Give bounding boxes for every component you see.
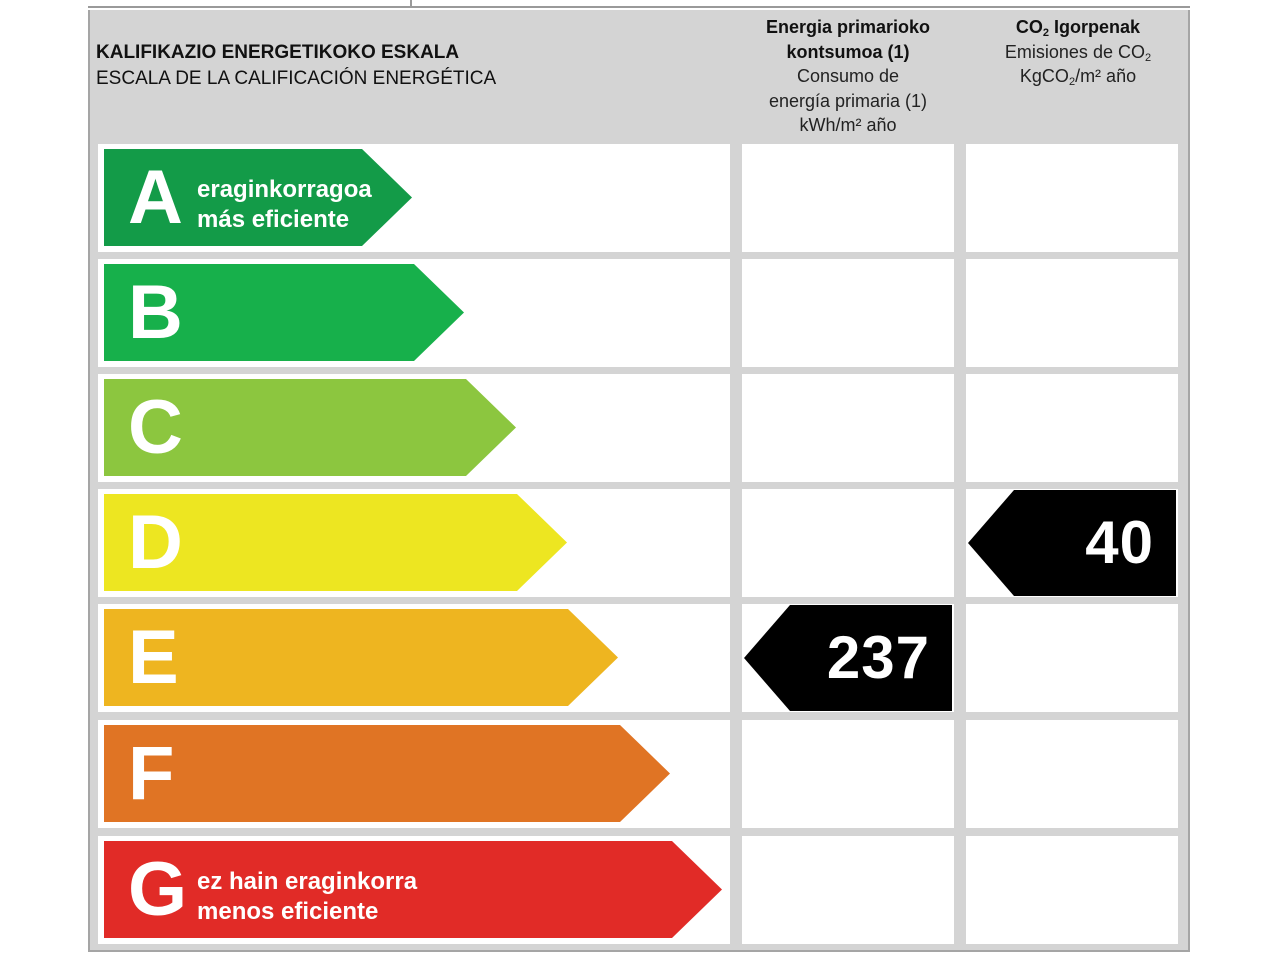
energy-cell-d: [742, 489, 954, 597]
rating-letter-d: D: [128, 500, 183, 585]
co2-cell-e: [966, 604, 1178, 712]
rating-arrow-d: [104, 494, 567, 591]
rating-letter-e: E: [128, 615, 179, 700]
energy-cell-a: [742, 144, 954, 252]
rating-arrow-f: [104, 725, 670, 822]
co2-cell-b: [966, 259, 1178, 367]
co2-cell-a: [966, 144, 1178, 252]
scale-header: [96, 40, 496, 92]
rating-label-es-g: menos eficiente: [197, 898, 379, 925]
rating-arrow-a: [104, 149, 412, 246]
co2-header-unit-sub: 2: [1068, 76, 1076, 88]
co2-header-unit: [964, 64, 1192, 89]
energy-cell-b: [742, 259, 954, 367]
energy-indicator: [744, 605, 952, 711]
top-strip-divider: [410, 0, 412, 8]
rating-letter-a: A: [128, 155, 183, 240]
energy-cell-c: [742, 374, 954, 482]
co2-cell-c: [966, 374, 1178, 482]
co2-cell-f: [966, 720, 1178, 828]
co2-header-line2-text: Emisiones de CO: [1004, 41, 1145, 62]
rating-arrow-e: [104, 609, 618, 706]
energy-header-line2: kontsumoa (1): [786, 41, 910, 62]
co2-header-unit-a: KgCO: [1019, 66, 1069, 86]
rating-letter-c: C: [128, 385, 183, 470]
rating-arrow-b: [104, 264, 464, 361]
energy-header-unit: kWh/m² año: [799, 115, 897, 135]
co2-header-line2: [964, 40, 1192, 65]
energy-header-line1: Energia primarioko: [765, 17, 931, 37]
rating-arrow-fill-f: [104, 725, 670, 822]
co2-column-header: [964, 15, 1192, 89]
scale-title-es: ESCALA DE LA CALIFICACIÓN ENERGÉTICA: [96, 68, 497, 89]
co2-header-title-rest: Igorpenak: [1049, 17, 1141, 37]
co2-header-unit-b: /m² año: [1075, 66, 1137, 86]
energy-header-line4: energía primaria (1): [768, 90, 928, 111]
energy-header-line3: Consumo de: [796, 66, 900, 86]
energy-cell-g: [742, 836, 954, 944]
rating-letter-g: G: [128, 847, 188, 932]
rating-letter-f: F: [128, 731, 175, 816]
energy-cell-f: [742, 720, 954, 828]
co2-header-co: CO: [1015, 17, 1043, 37]
energy-column-header: [742, 15, 954, 138]
rating-label-eu-a: eraginkorragoa: [197, 176, 372, 203]
co2-header-line2-sub: 2: [1144, 51, 1152, 64]
rating-arrow-g: [104, 841, 722, 938]
co2-indicator: [968, 490, 1176, 596]
rating-arrow-shape-f: [104, 725, 670, 822]
top-strip: [88, 0, 1190, 8]
co2-indicator-value: 40: [1085, 509, 1154, 576]
energy-indicator-value: 237: [826, 624, 930, 691]
rating-label-es-a: más eficiente: [197, 206, 350, 233]
rating-arrow-shape-e: [104, 609, 618, 706]
co2-header-title: [964, 15, 1192, 40]
rating-letter-b: B: [128, 270, 183, 355]
co2-header-sub: 2: [1042, 27, 1050, 39]
rating-arrow-fill-e: [104, 609, 618, 706]
rating-arrow-c: [104, 379, 516, 476]
co2-cell-g: [966, 836, 1178, 944]
scale-title-eu: KALIFIKAZIO ENERGETIKOKO ESKALA: [96, 42, 460, 63]
rating-label-eu-g: ez hain eraginkorra: [197, 868, 418, 895]
